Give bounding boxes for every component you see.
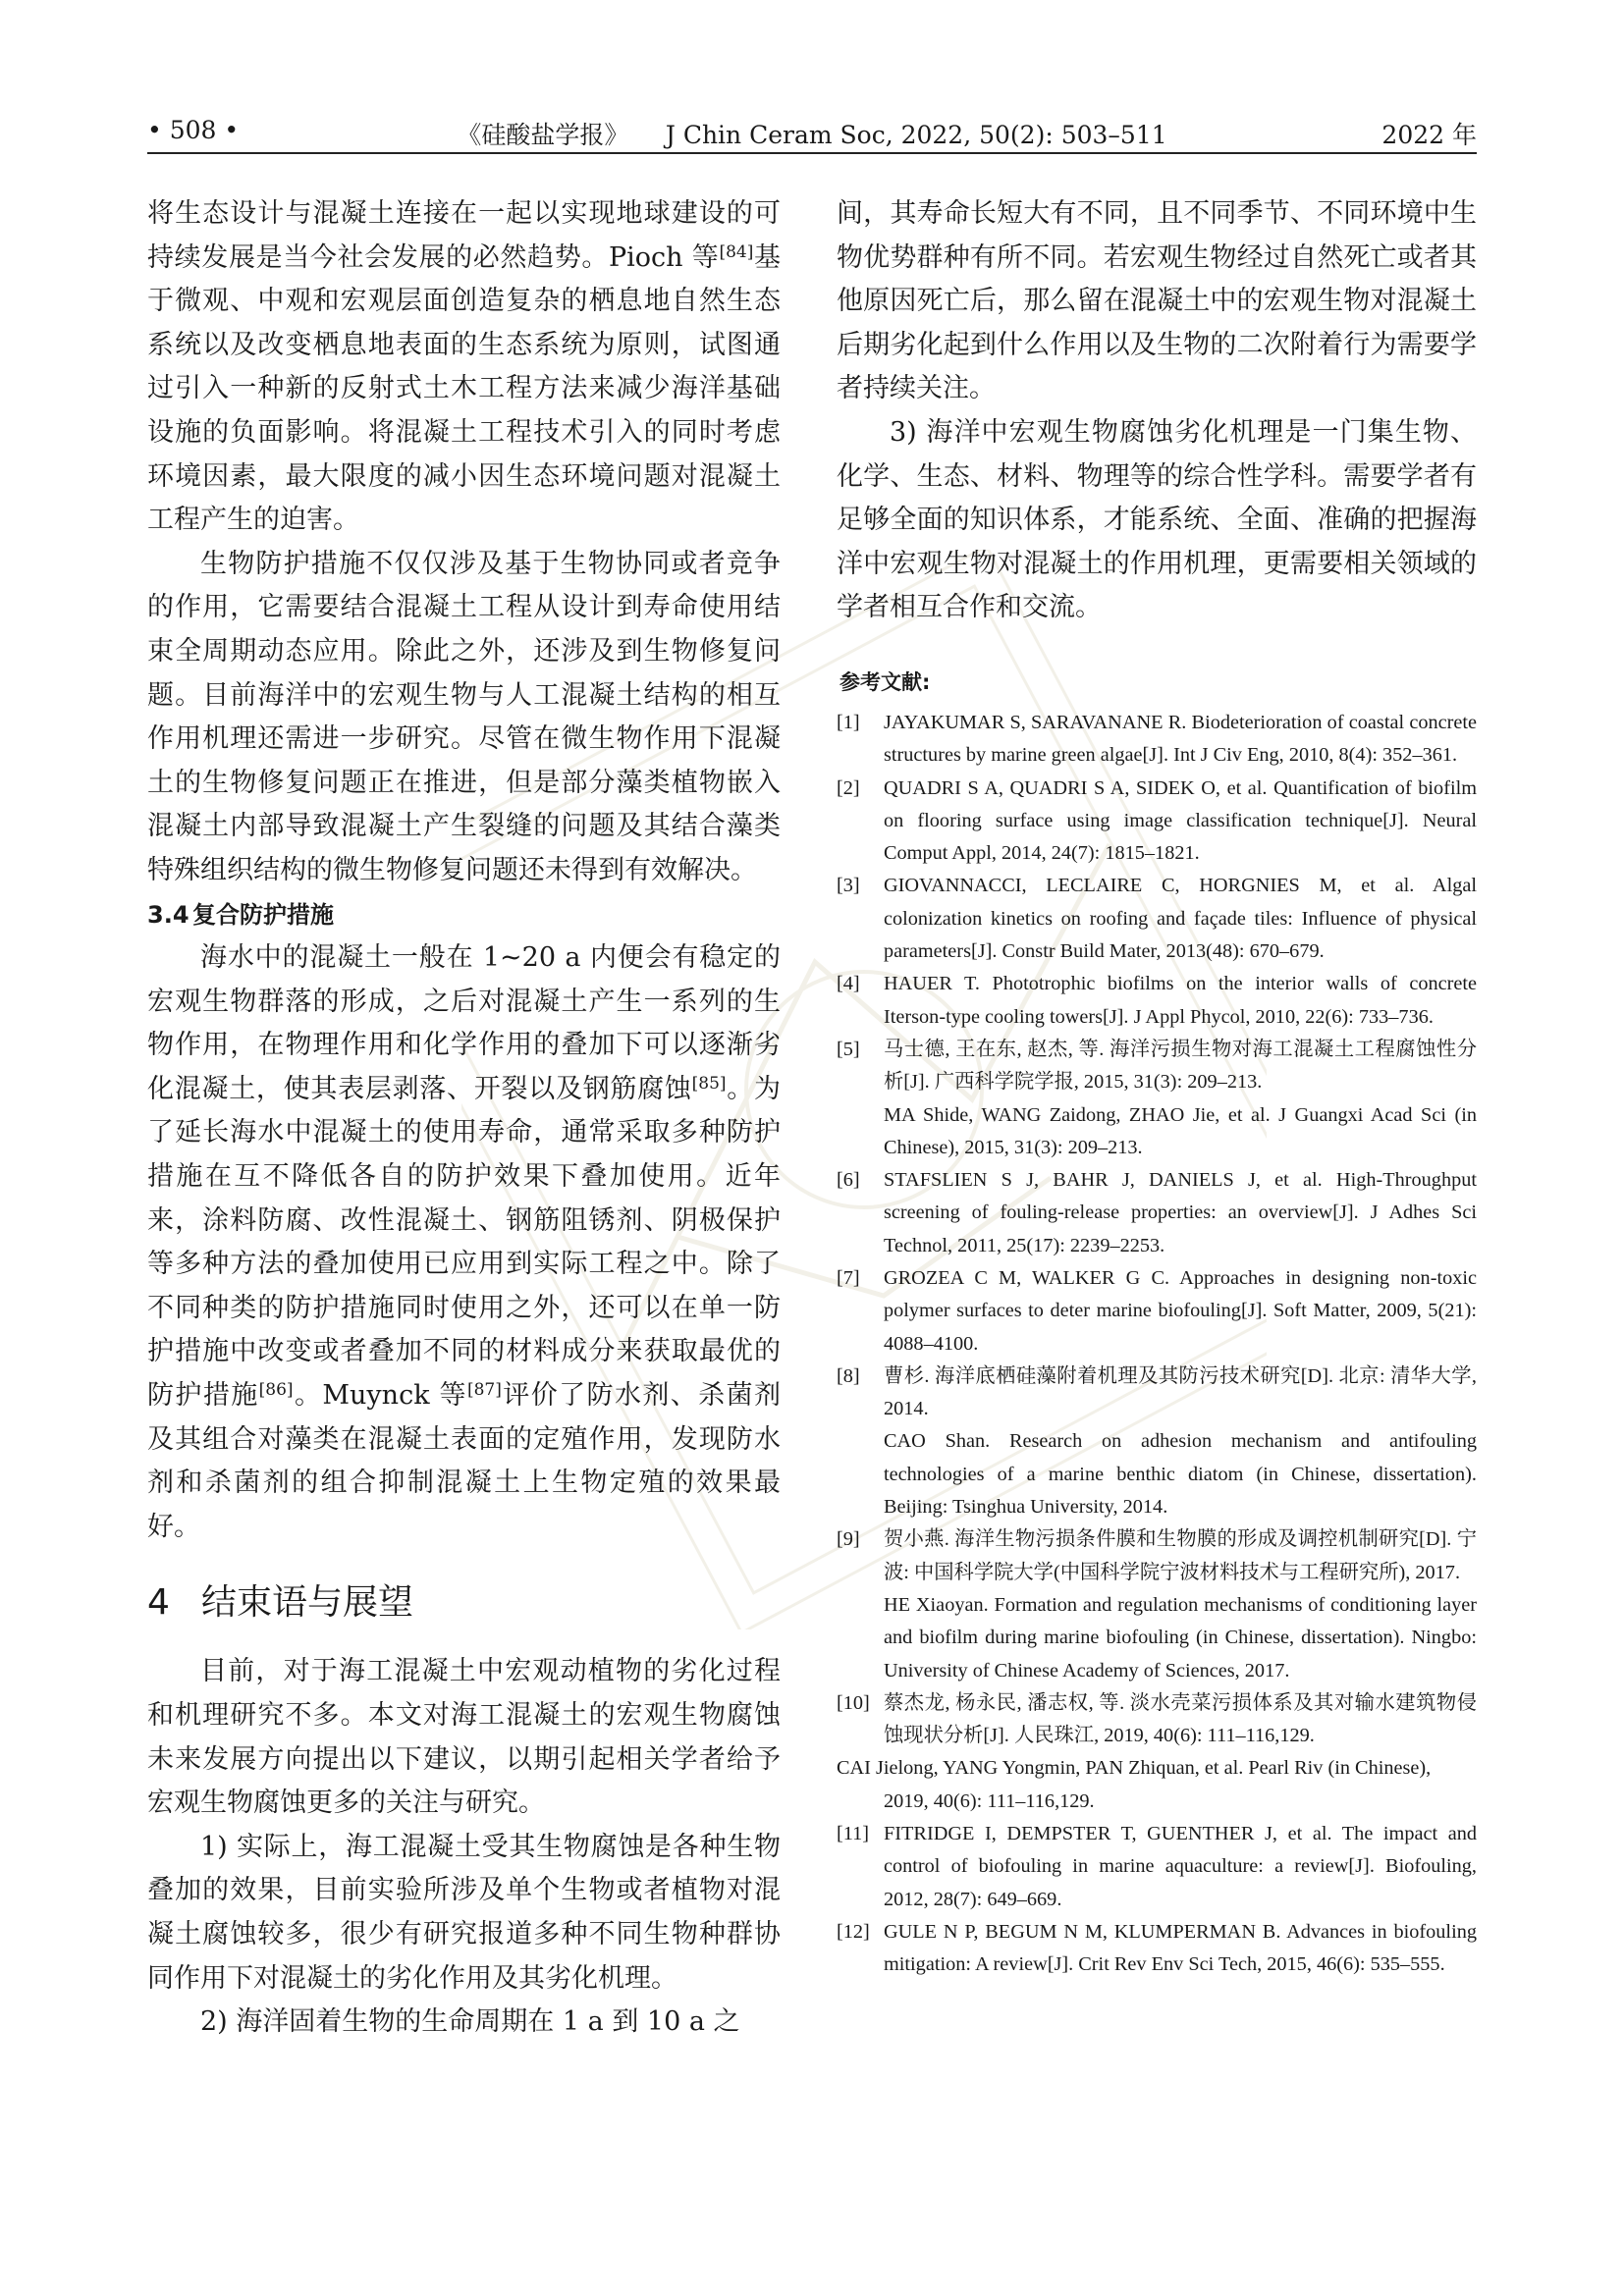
chapter-heading-4: 4 结束语与展望 (147, 1582, 414, 1624)
right-column (837, 192, 1477, 1982)
citation[interactable]: [87] (466, 1380, 502, 1401)
paragraph-suggestion-1: 1) 实际上，海工混凝土受其生物腐蚀是各种生物叠加的效果，目前实验所涉及单个生物或者植物对混凝土腐蚀较多，很少有研究报道多种不同生物种群协同作用下对混凝土的劣化作用及其劣化机理。 (147, 1831, 781, 1994)
reference-item: [3] GIOVANNACCI, LECLAIRE C, HORGNIES M, et al. Algal colonization kinetics on roofing and façade tiles: Influence of physical parameters[J]. Constr Build Mater, 2013(48): 670–679. (837, 875, 1477, 963)
reference-item: [9] 贺小燕. 海洋生物污损条件膜和生物膜的形成及调控机制研究[D]. 宁波: 中国科学院大学(中国科学院宁波材料技术与工程研究所), 2017. HE Xiaoyan. Formation and regulation mechanisms of conditioning layer and biofilm during marine biofouling (in Chinese, dissertation). Ningbo: University of Chinese Academy of Sciences, 2017. (837, 1528, 1477, 1682)
citation[interactable]: [84] (719, 241, 754, 262)
reference-item: [6] STAFSLIEN S J, BAHR J, DANIELS J, et al. High-Throughput screening of fouling-release properties: an overview[J]. J Adhes Sci Technol, 2011, 25(17): 2239–2253. (837, 1169, 1477, 1256)
running-header (147, 116, 1477, 155)
reference-item: [12] GULE N P, BEGUM N M, KLUMPERMAN B. Advances in biofouling mitigation: A review[J]. Crit Rev Env Sci Tech, 2015, 46(6): 535–555. (837, 1920, 1477, 1976)
paragraph-suggestion-2-cont: 间，其寿命长短大有不同，且不同季节、不同环境中生物优势群种有所不同。若宏观生物经过自然死亡或者其他原因死亡后，那么留在混凝土中的宏观生物对混凝土后期劣化起到什么作用以及生物的二次附着行为需要学者持续关注。 (837, 198, 1477, 404)
page-number: • 508 • (147, 116, 240, 144)
reference-item: [11] FITRIDGE I, DEMPSTER T, GUENTHER J, et al. The impact and control of biofouling in marine aquaculture: a review[J]. Biofouling, 2012, 28(7): 649–669. (837, 1823, 1477, 1910)
journal-citation: 《硅酸盐学报》 J Chin Ceram Soc, 2022, 50(2): 503–511 (457, 121, 1167, 149)
reference-item: [10] 蔡杰龙, 杨永民, 潘志权, 等. 淡水壳菜污损体系及其对输水建筑物侵蚀现状分析[J]. 人民珠江, 2019, 40(6): 111–116,129. (837, 1691, 1477, 1747)
paragraph-conclusion-intro: 目前，对于海工混凝土中宏观动植物的劣化过程和机理研究不多。本文对海工混凝土的宏观生物腐蚀未来发展方向提出以下建议，以期引起相关学者给予宏观生物腐蚀更多的关注与研究。 (147, 1656, 781, 1819)
section-heading-3-4: 3.4 复合防护措施 (147, 900, 334, 929)
reference-list (837, 707, 1477, 1982)
left-column (147, 192, 781, 2045)
citation[interactable]: [85] (691, 1073, 727, 1094)
paragraph-suggestion-3: 3) 海洋中宏观生物腐蚀劣化机理是一门集生物、化学、生态、材料、物理等的综合性学科。需要学者有足够全面的知识体系，才能系统、全面、准确的把握海洋中宏观生物对混凝土的作用机理，更需要相关领域的学者相互合作和交流。 (837, 416, 1477, 623)
reference-item: [8] 曹杉. 海洋底栖硅藻附着机理及其防污技术研究[D]. 北京: 清华大学, 2014. CAO Shan. Research on adhesion mechanism and antifouling technologies of a marine benthic diatom (in Chinese, dissertation). Beijing: Tsinghua University, 2014. (837, 1364, 1477, 1519)
paragraph-suggestion-2: 2) 海洋固着生物的生命周期在 1 a 到 10 a 之 (200, 2006, 740, 2038)
reference-item-translation: CAI Jielong, YANG Yongmin, PAN Zhiquan, et al. Pearl Riv (in Chinese), 2019, 40(6): 111–116,129. (837, 1757, 1432, 1812)
reference-item: [1] JAYAKUMAR S, SARAVANANE R. Biodeterioration of coastal concrete structures by marine green algae[J]. Int J Civ Eng, 2010, 8(4): 352–361. (837, 711, 1477, 767)
references-title: 参考文献: (839, 669, 931, 694)
header-year: 2022 年 (1381, 121, 1477, 149)
reference-item: [4] HAUER T. Phototrophic biofilms on the interior walls of concrete Iterson-type cooling towers[J]. J Appl Phycol, 2010, 22(6): 733–736. (837, 973, 1477, 1028)
reference-item: [7] GROZEA C M, WALKER G C. Approaches in designing non-toxic polymer surfaces to deter marine biofouling[J]. Soft Matter, 2009, 5(21): 4088–4100. (837, 1266, 1477, 1355)
paragraph-bio-protection: 生物防护措施不仅仅涉及基于生物协同或者竞争的作用，它需要结合混凝土工程从设计到寿命使用结束全周期动态应用。除此之外，还涉及到生物修复问题。目前海洋中的宏观生物与人工混凝土结构的相互作用机理还需进一步研究。尽管在微生物作用下混凝土的生物修复问题正在推进，但是部分藻类植物嵌入混凝土内部导致混凝土产生裂缝的问题及其结合藻类特殊组织结构的微生物修复问题还未得到有效解决。 (147, 548, 781, 885)
paragraph-eco-design: 将生态设计与混凝土连接在一起以实现地球建设的可持续发展是当今社会发展的必然趋势。Pioch 等[84]基于微观、中观和宏观层面创造复杂的栖息地自然生态系统以及改变栖息地表面的生态系统为原则，试图通过引入一种新的反射式土木工程方法来减少海洋基础设施的负面影响。将混凝土工程技术引入的同时考虑环境因素，最大限度的减小因生态环境问题对混凝土工程产生的迫害。 (147, 198, 782, 536)
paragraph-composite-protection: 海水中的混凝土一般在 1~20 a 内便会有稳定的宏观生物群落的形成，之后对混凝土产生一系列的生物作用，在物理作用和化学作用的叠加下可以逐渐劣化混凝土，使其表层剥落、开裂以及钢筋腐蚀[85]。为了延长海水中混凝土的使用寿命，通常采取多种防护措施在互不降低各自的防护效果下叠加使用。近年来，涂料防腐、改性混凝土、钢筋阻锈剂、阴极保护等多种方法的叠加使用已应用到实际工程之中。除了不同种类的防护措施同时使用之外，还可以在单一防护措施中改变或者叠加不同的材料成分来获取最优的防护措施[86]。Muynck 等[87]评价了防水剂、杀菌剂及其组合对藻类在混凝土表面的定殖作用，发现防水剂和杀菌剂的组合抑制混凝土上生物定殖的效果最好。 (147, 942, 782, 1542)
reference-item: [2] QUADRI S A, QUADRI S A, SIDEK O, et al. Quantification of biofilm on flooring surface using image classification technique[J]. Neural Comput Appl, 2014, 24(7): 1815–1821. (837, 776, 1477, 865)
reference-item: [5] 马士德, 王在东, 赵杰, 等. 海洋污损生物对海工混凝土工程腐蚀性分析[J]. 广西科学院学报, 2015, 31(3): 209–213. MA Shide, WANG Zaidong, ZHAO Jie, et al. J Guangxi Acad Sci (in Chinese), 2015, 31(3): 209–213. (837, 1038, 1477, 1158)
header-rule (147, 152, 1477, 154)
citation[interactable]: [86] (258, 1380, 294, 1401)
